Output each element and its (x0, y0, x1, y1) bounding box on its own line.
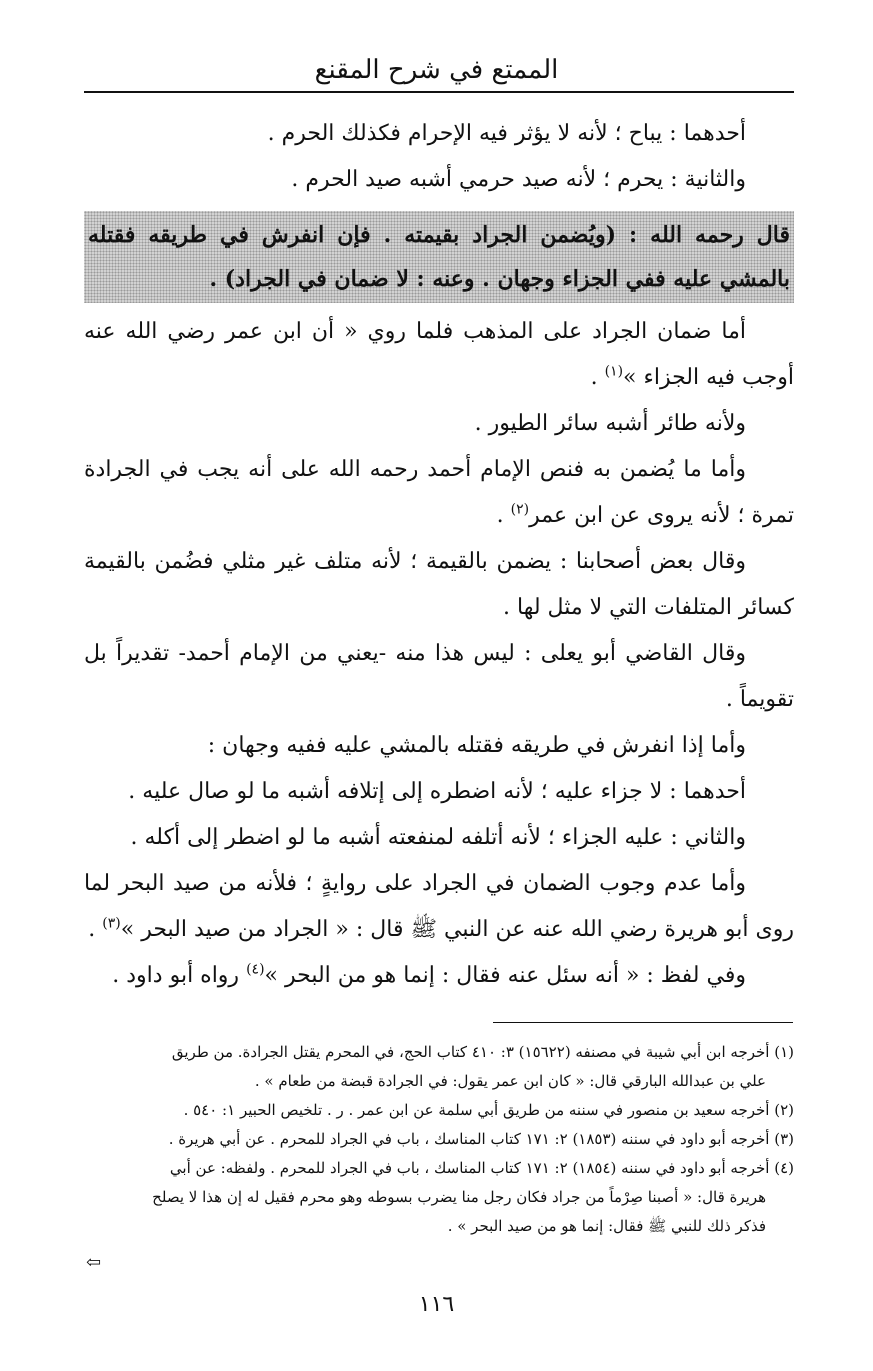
footnote-ref-3: (٣) (102, 915, 121, 932)
footnote-ref-1: (١) (604, 363, 624, 380)
paragraph-11-end: . (88, 917, 103, 942)
matn-shaded-quote: قال رحمه الله : (ويُضمن الجراد بقيمته . فإن انفرش في طريقه فقتله بالمشي عليه ففي الجزاء وجهان . وعنه : لا ضمان في الجراد) . (84, 211, 794, 303)
paragraph-2: والثانية : يحرم ؛ لأنه صيد حرمي أشبه صيد الحرم . (291, 167, 746, 192)
paragraph-8: وأما إذا انفرش في طريقه فقتله بالمشي عليه ففيه وجهان : (207, 733, 746, 758)
footnote-4-line-2: هريرة قال: « أصبنا صِرْماً من جراد فكان رجل منا يضرب بسوطه وهو محرم فقيل له إن هذا لا يصلح (152, 1188, 766, 1206)
footnote-rule (493, 1022, 793, 1023)
paragraph-3-text: أما ضمان الجراد على المذهب فلما روي « أن ابن عمر رضي الله عنه أوجب فيه الجزاء » (84, 319, 794, 390)
paragraph-1: أحدهما : يباح ؛ لأنه لا يؤثر فيه الإحرام فكذلك الحرم . (267, 121, 746, 146)
header-rule (84, 91, 794, 93)
paragraph-7: وقال القاضي أبو يعلى : ليس هذا منه -يعني من الإمام أحمد- تقديراً بل تقويماً . (84, 641, 794, 712)
footnote-1-line-1: (١) أخرجه ابن أبي شيبة في مصنفه (١٥٦٢٢) ٣: ٤١٠ كتاب الحج، في المحرم يقتل الجرادة. من طريق (171, 1043, 794, 1061)
footnote-4-line-3: فذكر ذلك للنبي ﷺ فقال: إنما هو من صيد البحر » . (447, 1217, 766, 1235)
continuation-arrow-icon: ⇦ (86, 1252, 102, 1273)
footnotes (84, 1038, 794, 1241)
main-text (84, 111, 794, 999)
footnote-2: (٢) أخرجه سعيد بن منصور في سننه من طريق أبي سلمة عن ابن عمر . ر . تلخيص الحبير ١: ٥٤٠ . (183, 1101, 794, 1119)
paragraph-4: ولأنه طائر أشبه سائر الطيور . (474, 411, 746, 436)
paragraph-6: وقال بعض أصحابنا : يضمن بالقيمة ؛ لأنه متلف غير مثلي فضُمن بالقيمة كسائر المتلفات التي لا مثل لها . (84, 549, 794, 620)
paragraph-12-end: رواه أبو داود . (112, 963, 247, 988)
paragraph-9: أحدهما : لا جزاء عليه ؛ لأنه اضطره إلى إتلافه أشبه ما لو صال عليه . (128, 779, 746, 804)
paragraph-12-text: وفي لفظ : « أنه سئل عنه فقال : إنما هو من البحر » (264, 963, 746, 988)
paragraph-3-end: . (590, 365, 605, 390)
paragraph-5 (84, 447, 794, 539)
paragraph-10: والثاني : عليه الجزاء ؛ لأنه أتلفه لمنفعته أشبه ما لو اضطر إلى أكله . (130, 825, 746, 850)
footnote-1-line-2: علي بن عبدالله البارقي قال: « كان ابن عمر يقول: في الجرادة قبضة من طعام » . (254, 1072, 766, 1090)
footnote-3: (٣) أخرجه أبو داود في سننه (١٨٥٣) ٢: ١٧١ كتاب المناسك ، باب في الجراد للمحرم . عن أبي هريرة . (168, 1130, 794, 1148)
running-head-title: الممتع في شرح المقنع (314, 55, 559, 85)
paragraph-11 (84, 861, 794, 953)
footnote-4-line-1: (٤) أخرجه أبو داود في سننه (١٨٥٤) ٢: ١٧١ كتاب المناسك ، باب في الجراد للمحرم . ولفظه: عن أبي (169, 1159, 794, 1177)
page-number: ١١٦ (418, 1292, 455, 1317)
paragraph-12 (84, 953, 794, 999)
paragraph-5-end: . (496, 503, 511, 528)
paragraph-5-text: وأما ما يُضمن به فنص الإمام أحمد رحمه الله على أنه يجب في الجرادة تمرة ؛ لأنه يروى عن ابن عمر (84, 457, 794, 528)
footnote-ref-2: (٢) (510, 501, 530, 518)
footnote-ref-4: (٤) (246, 961, 265, 978)
paragraph-11-text: وأما عدم وجوب الضمان في الجراد على روايةٍ ؛ فلأنه من صيد البحر لما روى أبو هريرة رضي الله عنه عن النبي ﷺ قال : « الجراد من صيد البحر » (84, 871, 794, 942)
paragraph-3 (84, 309, 794, 401)
